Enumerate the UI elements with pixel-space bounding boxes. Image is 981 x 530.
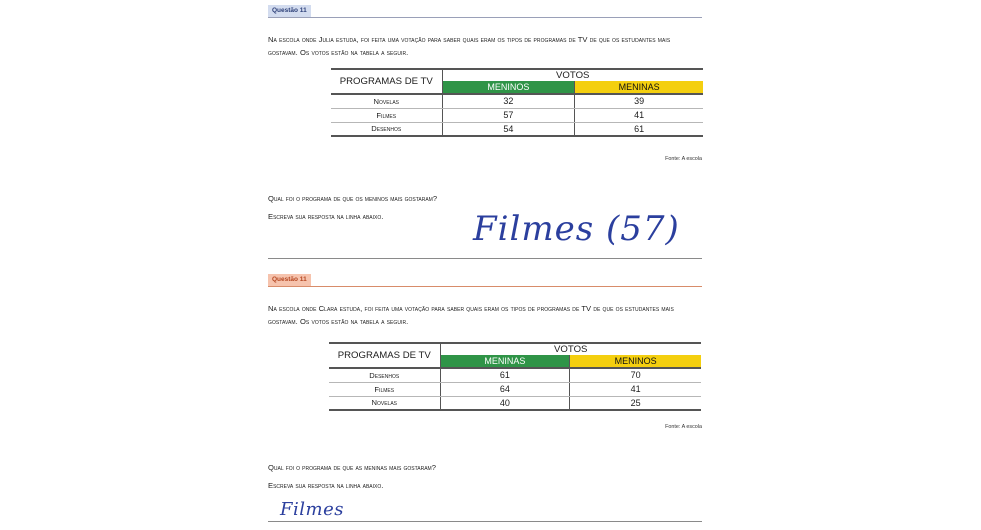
row-label: Filmes <box>331 108 442 122</box>
column-header-votes: VOTOS <box>442 69 703 81</box>
handwritten-answer: Filmes (57) <box>473 209 680 249</box>
row-label: Desenhos <box>329 368 440 382</box>
question-intro: Na escola onde Clara estuda, foi feita uma votação para saber quais eram os tipos de programas de TV de que os estudantes mais gostavam. Os votos estão na tabela a seguir. <box>268 304 674 326</box>
question-tag: Questão 11 <box>268 274 311 286</box>
cell-value: 25 <box>570 396 701 410</box>
answer-instruction: Escreva sua resposta na linha abaixo. <box>268 212 384 221</box>
group-header-1: MENINOS <box>442 81 575 94</box>
question-header <box>268 274 702 287</box>
question-header <box>268 5 702 18</box>
table-row <box>331 122 703 136</box>
answer-line <box>268 521 702 522</box>
row-label: Filmes <box>329 382 440 396</box>
cell-value: 54 <box>442 122 575 136</box>
cell-value: 39 <box>575 94 703 108</box>
table-row <box>329 382 701 396</box>
cell-value: 32 <box>442 94 575 108</box>
row-label: Novelas <box>331 94 442 108</box>
question-prompt: Qual foi o programa de que as meninas mais gostaram? <box>268 463 436 472</box>
cell-value: 61 <box>575 122 703 136</box>
question-intro: Na escola onde Julia estuda, foi feita uma votação para saber quais eram os tipos de programas de TV de que os estudantes mais gostavam. Os votos estão na tabela a seguir. <box>268 35 671 57</box>
row-label: Desenhos <box>331 122 442 136</box>
group-header-1: MENINAS <box>440 355 570 368</box>
column-header-programs: PROGRAMAS DE TV <box>331 69 442 94</box>
table-source: Fonte: A escola <box>665 424 702 430</box>
votes-table <box>331 68 703 137</box>
votes-table <box>329 342 701 411</box>
cell-value: 57 <box>442 108 575 122</box>
table-row <box>329 396 701 410</box>
handwritten-answer: Filmes <box>280 499 344 520</box>
table-row <box>329 368 701 382</box>
cell-value: 41 <box>575 108 703 122</box>
group-header-2: MENINAS <box>575 81 703 94</box>
cell-value: 64 <box>440 382 570 396</box>
column-header-programs: PROGRAMAS DE TV <box>329 343 440 368</box>
question-block-1 <box>268 5 702 249</box>
table-row <box>331 108 703 122</box>
group-header-2: MENINOS <box>570 355 701 368</box>
question-tag: Questão 11 <box>268 5 311 17</box>
answer-line <box>268 258 702 259</box>
answer-instruction: Escreva sua resposta na linha abaixo. <box>268 481 384 490</box>
question-block-2 <box>268 274 702 520</box>
table-source: Fonte: A escola <box>665 156 702 162</box>
cell-value: 40 <box>440 396 570 410</box>
cell-value: 61 <box>440 368 570 382</box>
question-prompt: Qual foi o programa de que os meninos mais gostaram? <box>268 194 438 203</box>
cell-value: 70 <box>570 368 701 382</box>
row-label: Novelas <box>329 396 440 410</box>
cell-value: 41 <box>570 382 701 396</box>
column-header-votes: VOTOS <box>440 343 701 355</box>
table-row <box>331 94 703 108</box>
